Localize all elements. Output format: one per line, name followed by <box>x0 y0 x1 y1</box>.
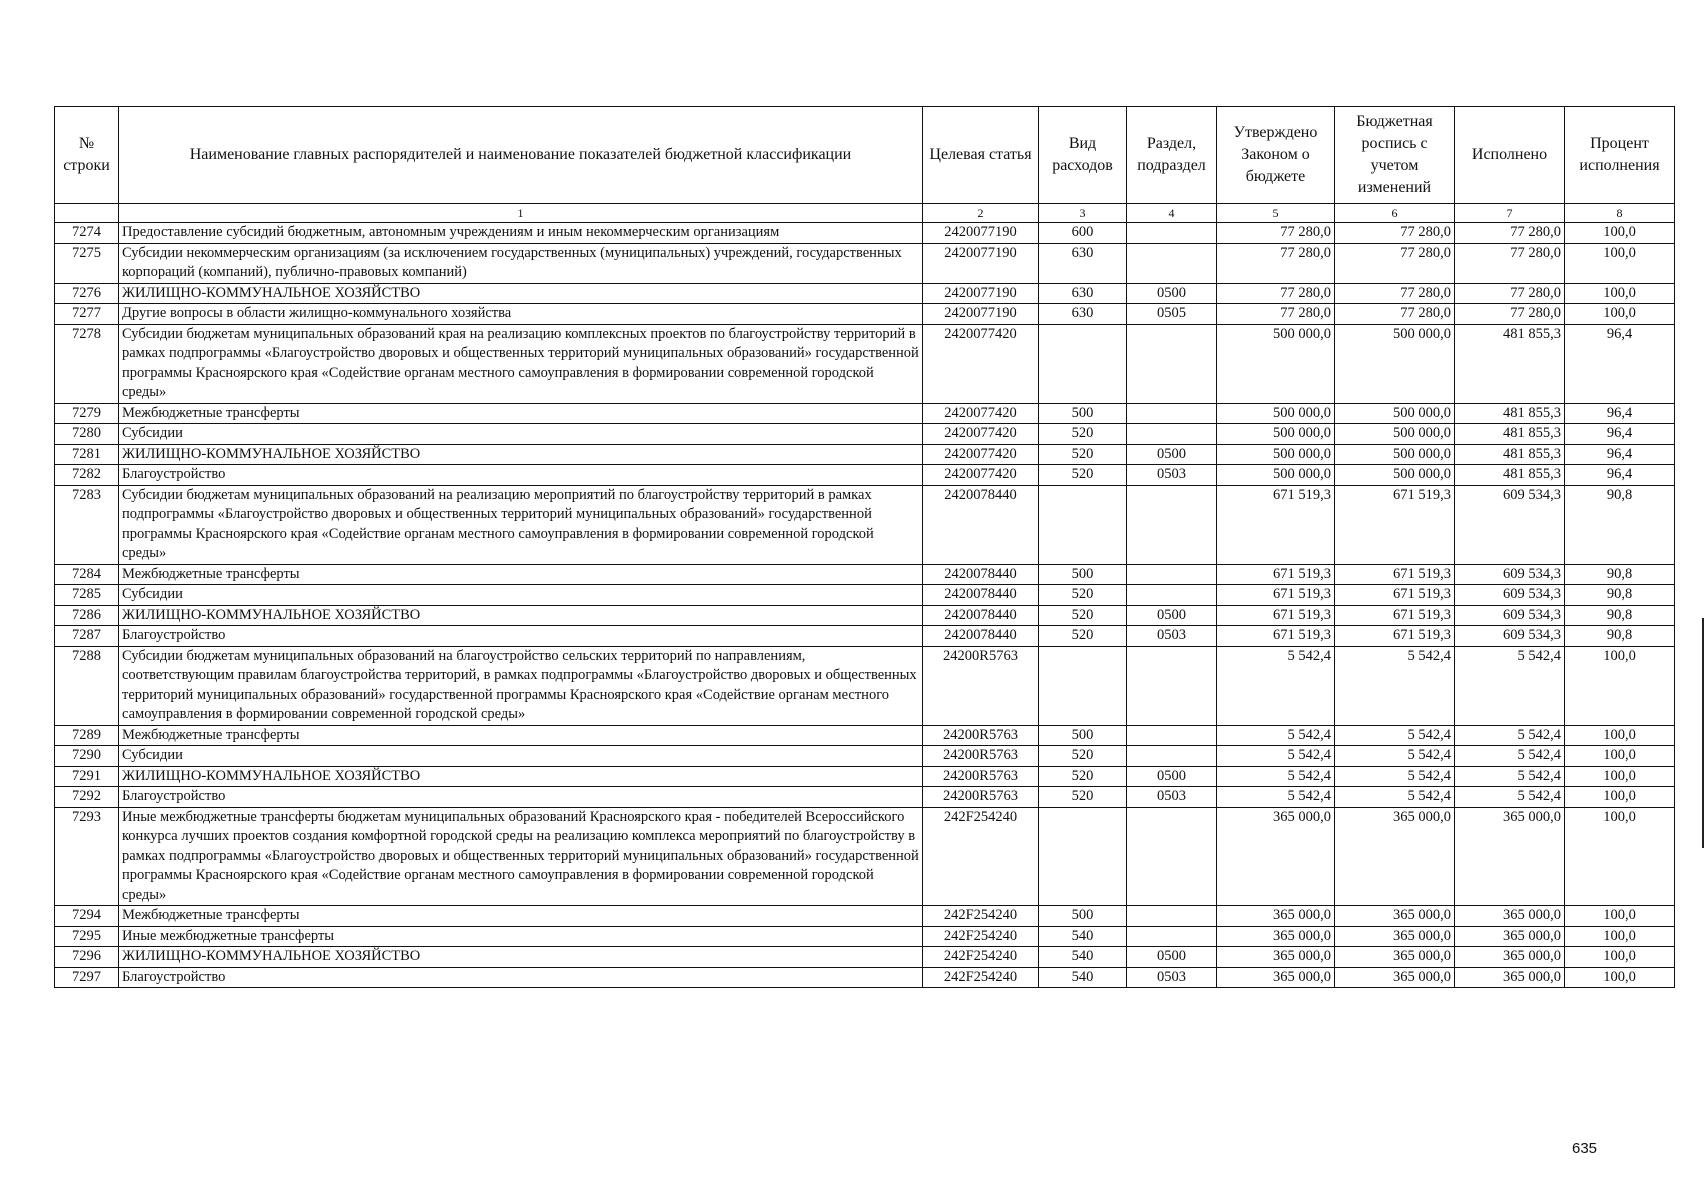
executed-cell: 365 000,0 <box>1455 807 1565 906</box>
approved-cell: 365 000,0 <box>1217 967 1335 988</box>
approved-cell: 671 519,3 <box>1217 485 1335 564</box>
percent-cell: 100,0 <box>1565 304 1675 325</box>
percent-cell: 100,0 <box>1565 906 1675 927</box>
budget-execution-table <box>54 106 1675 988</box>
executed-cell: 609 534,3 <box>1455 564 1565 585</box>
approved-cell: 77 280,0 <box>1217 283 1335 304</box>
schedule-cell: 671 519,3 <box>1335 485 1455 564</box>
section-cell <box>1127 585 1217 606</box>
percent-cell: 100,0 <box>1565 967 1675 988</box>
schedule-cell: 500 000,0 <box>1335 424 1455 445</box>
name-cell: Субсидии <box>119 424 923 445</box>
approved-cell: 500 000,0 <box>1217 424 1335 445</box>
expense-type-cell: 520 <box>1039 766 1127 787</box>
name-cell: Межбюджетные трансферты <box>119 564 923 585</box>
executed-cell: 481 855,3 <box>1455 424 1565 445</box>
target-article-cell: 2420078440 <box>923 626 1039 647</box>
percent-cell: 100,0 <box>1565 787 1675 808</box>
expense-type-cell <box>1039 324 1127 403</box>
column-number: 2 <box>923 204 1039 223</box>
table-row <box>55 444 1675 465</box>
section-cell: 0500 <box>1127 444 1217 465</box>
table-row <box>55 787 1675 808</box>
expense-type-cell: 520 <box>1039 424 1127 445</box>
executed-cell: 77 280,0 <box>1455 304 1565 325</box>
section-cell <box>1127 646 1217 725</box>
table-row <box>55 967 1675 988</box>
target-article-cell: 2420077420 <box>923 465 1039 486</box>
section-cell <box>1127 725 1217 746</box>
target-article-cell: 24200R5763 <box>923 746 1039 767</box>
section-cell <box>1127 243 1217 283</box>
row-number-cell: 7292 <box>55 787 119 808</box>
target-article-cell: 2420077420 <box>923 424 1039 445</box>
approved-cell: 77 280,0 <box>1217 223 1335 244</box>
schedule-cell: 671 519,3 <box>1335 605 1455 626</box>
approved-cell: 500 000,0 <box>1217 444 1335 465</box>
expense-type-cell: 520 <box>1039 787 1127 808</box>
section-cell <box>1127 403 1217 424</box>
name-cell: Субсидии бюджетам муниципальных образований края на реализацию комплексных проектов по благоустройству территорий в рамках подпрограммы «Благоустройство дворовых и общественных территорий муниципальных образований» государственной программы Красноярского края «Содействие органам местного самоуправления в формировании современной городской среды» <box>119 324 923 403</box>
table-row <box>55 403 1675 424</box>
target-article-cell: 242F254240 <box>923 807 1039 906</box>
name-cell: Межбюджетные трансферты <box>119 906 923 927</box>
row-number-cell: 7282 <box>55 465 119 486</box>
expense-type-cell: 520 <box>1039 465 1127 486</box>
row-number-cell: 7283 <box>55 485 119 564</box>
target-article-cell: 242F254240 <box>923 906 1039 927</box>
approved-cell: 365 000,0 <box>1217 807 1335 906</box>
executed-cell: 365 000,0 <box>1455 947 1565 968</box>
section-cell: 0500 <box>1127 766 1217 787</box>
schedule-cell: 671 519,3 <box>1335 564 1455 585</box>
header-row <box>55 107 1675 204</box>
approved-cell: 5 542,4 <box>1217 725 1335 746</box>
row-number-cell: 7274 <box>55 223 119 244</box>
table-row <box>55 424 1675 445</box>
percent-cell: 100,0 <box>1565 746 1675 767</box>
section-cell <box>1127 564 1217 585</box>
target-article-cell: 2420078440 <box>923 485 1039 564</box>
expense-type-cell: 630 <box>1039 243 1127 283</box>
row-number-cell: 7293 <box>55 807 119 906</box>
header-approved: Утверждено Законом о бюджете <box>1217 107 1335 204</box>
table-row <box>55 626 1675 647</box>
expense-type-cell: 540 <box>1039 967 1127 988</box>
header-budget-schedule: Бюджетная роспись с учетом изменений <box>1335 107 1455 204</box>
table-row <box>55 947 1675 968</box>
schedule-cell: 500 000,0 <box>1335 444 1455 465</box>
column-number: 7 <box>1455 204 1565 223</box>
row-number-cell: 7280 <box>55 424 119 445</box>
target-article-cell: 24200R5763 <box>923 725 1039 746</box>
target-article-cell: 24200R5763 <box>923 646 1039 725</box>
expense-type-cell: 500 <box>1039 403 1127 424</box>
approved-cell: 5 542,4 <box>1217 766 1335 787</box>
approved-cell: 671 519,3 <box>1217 605 1335 626</box>
executed-cell: 481 855,3 <box>1455 465 1565 486</box>
executed-cell: 77 280,0 <box>1455 243 1565 283</box>
header-row-number: № строки <box>55 107 119 204</box>
name-cell: Субсидии бюджетам муниципальных образований на реализацию мероприятий по благоустройству территорий в рамках подпрограммы «Благоустройство дворовых и общественных территорий муниципальных образований» государственной программы Красноярского края «Содействие органам местного самоуправления в формировании современной городской среды» <box>119 485 923 564</box>
table-row <box>55 906 1675 927</box>
target-article-cell: 2420078440 <box>923 564 1039 585</box>
name-cell: ЖИЛИЩНО-КОММУНАЛЬНОЕ ХОЗЯЙСТВО <box>119 605 923 626</box>
row-number-cell: 7277 <box>55 304 119 325</box>
target-article-cell: 2420077420 <box>923 444 1039 465</box>
name-cell: ЖИЛИЩНО-КОММУНАЛЬНОЕ ХОЗЯЙСТВО <box>119 444 923 465</box>
percent-cell: 100,0 <box>1565 283 1675 304</box>
target-article-cell: 2420078440 <box>923 585 1039 606</box>
header-expense-type: Вид расходов <box>1039 107 1127 204</box>
schedule-cell: 5 542,4 <box>1335 646 1455 725</box>
expense-type-cell: 500 <box>1039 906 1127 927</box>
table-row <box>55 283 1675 304</box>
schedule-cell: 671 519,3 <box>1335 626 1455 647</box>
column-number-row <box>55 204 1675 223</box>
schedule-cell: 500 000,0 <box>1335 324 1455 403</box>
percent-cell: 100,0 <box>1565 766 1675 787</box>
schedule-cell: 365 000,0 <box>1335 947 1455 968</box>
schedule-cell: 500 000,0 <box>1335 465 1455 486</box>
expense-type-cell: 600 <box>1039 223 1127 244</box>
row-number-cell: 7297 <box>55 967 119 988</box>
row-number-cell: 7276 <box>55 283 119 304</box>
row-number-cell: 7291 <box>55 766 119 787</box>
percent-cell: 96,4 <box>1565 324 1675 403</box>
name-cell: Предоставление субсидий бюджетным, автономным учреждениям и иным некоммерческим организациям <box>119 223 923 244</box>
table-row <box>55 564 1675 585</box>
name-cell: Субсидии <box>119 746 923 767</box>
percent-cell: 90,8 <box>1565 485 1675 564</box>
percent-cell: 90,8 <box>1565 626 1675 647</box>
expense-type-cell: 520 <box>1039 605 1127 626</box>
expense-type-cell: 520 <box>1039 746 1127 767</box>
executed-cell: 365 000,0 <box>1455 967 1565 988</box>
approved-cell: 500 000,0 <box>1217 403 1335 424</box>
percent-cell: 96,4 <box>1565 444 1675 465</box>
expense-type-cell <box>1039 646 1127 725</box>
page-number: 635 <box>1572 1140 1598 1157</box>
table-row <box>55 304 1675 325</box>
row-number-cell: 7289 <box>55 725 119 746</box>
executed-cell: 609 534,3 <box>1455 485 1565 564</box>
approved-cell: 500 000,0 <box>1217 324 1335 403</box>
name-cell: Иные межбюджетные трансферты <box>119 926 923 947</box>
target-article-cell: 242F254240 <box>923 967 1039 988</box>
section-cell <box>1127 746 1217 767</box>
table-row <box>55 223 1675 244</box>
row-number-cell: 7285 <box>55 585 119 606</box>
executed-cell: 609 534,3 <box>1455 605 1565 626</box>
expense-type-cell: 540 <box>1039 926 1127 947</box>
column-number: 6 <box>1335 204 1455 223</box>
schedule-cell: 77 280,0 <box>1335 304 1455 325</box>
expense-type-cell: 630 <box>1039 304 1127 325</box>
executed-cell: 5 542,4 <box>1455 766 1565 787</box>
schedule-cell: 5 542,4 <box>1335 746 1455 767</box>
approved-cell: 5 542,4 <box>1217 746 1335 767</box>
name-cell: Благоустройство <box>119 787 923 808</box>
schedule-cell: 365 000,0 <box>1335 807 1455 906</box>
row-number-cell: 7287 <box>55 626 119 647</box>
executed-cell: 5 542,4 <box>1455 646 1565 725</box>
schedule-cell: 5 542,4 <box>1335 725 1455 746</box>
name-cell: Межбюджетные трансферты <box>119 403 923 424</box>
section-cell <box>1127 807 1217 906</box>
executed-cell: 481 855,3 <box>1455 403 1565 424</box>
executed-cell: 365 000,0 <box>1455 926 1565 947</box>
name-cell: Иные межбюджетные трансферты бюджетам муниципальных образований Красноярского края - победителей Всероссийского конкурса лучших проектов создания комфортной городской среды на реализацию комплекса мероприятий по благоустройству в рамках подпрограммы «Благоустройство дворовых и общественных территорий муниципальных образований» государственной программы Красноярского края «Содействие органам местного самоуправления в формировании современной городской среды» <box>119 807 923 906</box>
percent-cell: 100,0 <box>1565 725 1675 746</box>
expense-type-cell: 520 <box>1039 626 1127 647</box>
schedule-cell: 365 000,0 <box>1335 906 1455 927</box>
target-article-cell: 242F254240 <box>923 926 1039 947</box>
schedule-cell: 671 519,3 <box>1335 585 1455 606</box>
name-cell: Межбюджетные трансферты <box>119 725 923 746</box>
approved-cell: 671 519,3 <box>1217 585 1335 606</box>
expense-type-cell: 500 <box>1039 564 1127 585</box>
section-cell: 0503 <box>1127 967 1217 988</box>
approved-cell: 365 000,0 <box>1217 926 1335 947</box>
percent-cell: 100,0 <box>1565 926 1675 947</box>
target-article-cell: 2420077190 <box>923 243 1039 283</box>
schedule-cell: 5 542,4 <box>1335 787 1455 808</box>
section-cell <box>1127 424 1217 445</box>
schedule-cell: 77 280,0 <box>1335 223 1455 244</box>
expense-type-cell: 500 <box>1039 725 1127 746</box>
expense-type-cell <box>1039 807 1127 906</box>
target-article-cell: 2420077190 <box>923 304 1039 325</box>
target-article-cell: 2420077190 <box>923 223 1039 244</box>
column-number: 8 <box>1565 204 1675 223</box>
column-number: 1 <box>119 204 923 223</box>
approved-cell: 77 280,0 <box>1217 243 1335 283</box>
percent-cell: 96,4 <box>1565 403 1675 424</box>
section-cell: 0503 <box>1127 787 1217 808</box>
table-row <box>55 746 1675 767</box>
executed-cell: 365 000,0 <box>1455 906 1565 927</box>
approved-cell: 365 000,0 <box>1217 906 1335 927</box>
name-cell: Субсидии <box>119 585 923 606</box>
section-cell: 0500 <box>1127 283 1217 304</box>
percent-cell: 100,0 <box>1565 646 1675 725</box>
expense-type-cell: 540 <box>1039 947 1127 968</box>
header-executed: Исполнено <box>1455 107 1565 204</box>
table-row <box>55 485 1675 564</box>
expense-type-cell: 520 <box>1039 585 1127 606</box>
percent-cell: 96,4 <box>1565 465 1675 486</box>
schedule-cell: 77 280,0 <box>1335 243 1455 283</box>
percent-cell: 90,8 <box>1565 585 1675 606</box>
target-article-cell: 2420077420 <box>923 403 1039 424</box>
executed-cell: 5 542,4 <box>1455 746 1565 767</box>
expense-type-cell: 520 <box>1039 444 1127 465</box>
page-edge-mark <box>1702 618 1704 848</box>
table-row <box>55 725 1675 746</box>
name-cell: Благоустройство <box>119 967 923 988</box>
name-cell: Другие вопросы в области жилищно-коммунального хозяйства <box>119 304 923 325</box>
name-cell: Благоустройство <box>119 626 923 647</box>
section-cell: 0505 <box>1127 304 1217 325</box>
section-cell <box>1127 926 1217 947</box>
row-number-cell: 7288 <box>55 646 119 725</box>
section-cell <box>1127 485 1217 564</box>
row-number-cell: 7294 <box>55 906 119 927</box>
row-number-cell: 7275 <box>55 243 119 283</box>
row-number-cell: 7286 <box>55 605 119 626</box>
row-number-cell: 7296 <box>55 947 119 968</box>
table-row <box>55 646 1675 725</box>
column-number: 5 <box>1217 204 1335 223</box>
table-row <box>55 605 1675 626</box>
row-number-cell: 7279 <box>55 403 119 424</box>
row-number-cell: 7290 <box>55 746 119 767</box>
expense-type-cell: 630 <box>1039 283 1127 304</box>
section-cell: 0503 <box>1127 626 1217 647</box>
approved-cell: 365 000,0 <box>1217 947 1335 968</box>
approved-cell: 5 542,4 <box>1217 787 1335 808</box>
row-number-cell: 7295 <box>55 926 119 947</box>
section-cell: 0500 <box>1127 947 1217 968</box>
approved-cell: 500 000,0 <box>1217 465 1335 486</box>
section-cell <box>1127 906 1217 927</box>
column-number: 4 <box>1127 204 1217 223</box>
percent-cell: 96,4 <box>1565 424 1675 445</box>
percent-cell: 90,8 <box>1565 564 1675 585</box>
column-number-blank <box>55 204 119 223</box>
name-cell: ЖИЛИЩНО-КОММУНАЛЬНОЕ ХОЗЯЙСТВО <box>119 766 923 787</box>
name-cell: Благоустройство <box>119 465 923 486</box>
percent-cell: 100,0 <box>1565 807 1675 906</box>
table-row <box>55 465 1675 486</box>
table-row <box>55 807 1675 906</box>
name-cell: ЖИЛИЩНО-КОММУНАЛЬНОЕ ХОЗЯЙСТВО <box>119 947 923 968</box>
percent-cell: 90,8 <box>1565 605 1675 626</box>
schedule-cell: 77 280,0 <box>1335 283 1455 304</box>
table-row <box>55 766 1675 787</box>
executed-cell: 609 534,3 <box>1455 585 1565 606</box>
target-article-cell: 242F254240 <box>923 947 1039 968</box>
target-article-cell: 2420077420 <box>923 324 1039 403</box>
schedule-cell: 365 000,0 <box>1335 926 1455 947</box>
target-article-cell: 2420078440 <box>923 605 1039 626</box>
schedule-cell: 365 000,0 <box>1335 967 1455 988</box>
name-cell: ЖИЛИЩНО-КОММУНАЛЬНОЕ ХОЗЯЙСТВО <box>119 283 923 304</box>
target-article-cell: 2420077190 <box>923 283 1039 304</box>
percent-cell: 100,0 <box>1565 243 1675 283</box>
row-number-cell: 7284 <box>55 564 119 585</box>
executed-cell: 609 534,3 <box>1455 626 1565 647</box>
column-number: 3 <box>1039 204 1127 223</box>
row-number-cell: 7278 <box>55 324 119 403</box>
name-cell: Субсидии некоммерческим организациям (за исключением государственных (муниципальных) учреждений, государственных корпораций (компаний), публично-правовых компаний) <box>119 243 923 283</box>
section-cell: 0500 <box>1127 605 1217 626</box>
section-cell <box>1127 223 1217 244</box>
executed-cell: 77 280,0 <box>1455 223 1565 244</box>
table-row <box>55 926 1675 947</box>
header-target-article: Целевая статья <box>923 107 1039 204</box>
executed-cell: 481 855,3 <box>1455 324 1565 403</box>
header-percent: Процент исполнения <box>1565 107 1675 204</box>
target-article-cell: 24200R5763 <box>923 766 1039 787</box>
expense-type-cell <box>1039 485 1127 564</box>
approved-cell: 5 542,4 <box>1217 646 1335 725</box>
header-name: Наименование главных распорядителей и наименование показателей бюджетной классификации <box>119 107 923 204</box>
table-row <box>55 243 1675 283</box>
section-cell <box>1127 324 1217 403</box>
schedule-cell: 5 542,4 <box>1335 766 1455 787</box>
approved-cell: 671 519,3 <box>1217 564 1335 585</box>
header-section: Раздел, подраздел <box>1127 107 1217 204</box>
schedule-cell: 500 000,0 <box>1335 403 1455 424</box>
name-cell: Субсидии бюджетам муниципальных образований на благоустройство сельских территорий по направлениям, соответствующим правилам благоустройства территорий, в рамках подпрограммы «Благоустройство дворовых и общественных территорий муниципальных образований» государственной программы Красноярского края «Содействие органам местного самоуправления в формировании современной городской среды» <box>119 646 923 725</box>
table-body <box>55 223 1675 988</box>
table-row <box>55 585 1675 606</box>
percent-cell: 100,0 <box>1565 223 1675 244</box>
percent-cell: 100,0 <box>1565 947 1675 968</box>
row-number-cell: 7281 <box>55 444 119 465</box>
approved-cell: 77 280,0 <box>1217 304 1335 325</box>
executed-cell: 77 280,0 <box>1455 283 1565 304</box>
section-cell: 0503 <box>1127 465 1217 486</box>
executed-cell: 5 542,4 <box>1455 787 1565 808</box>
target-article-cell: 24200R5763 <box>923 787 1039 808</box>
executed-cell: 5 542,4 <box>1455 725 1565 746</box>
executed-cell: 481 855,3 <box>1455 444 1565 465</box>
table-row <box>55 324 1675 403</box>
approved-cell: 671 519,3 <box>1217 626 1335 647</box>
